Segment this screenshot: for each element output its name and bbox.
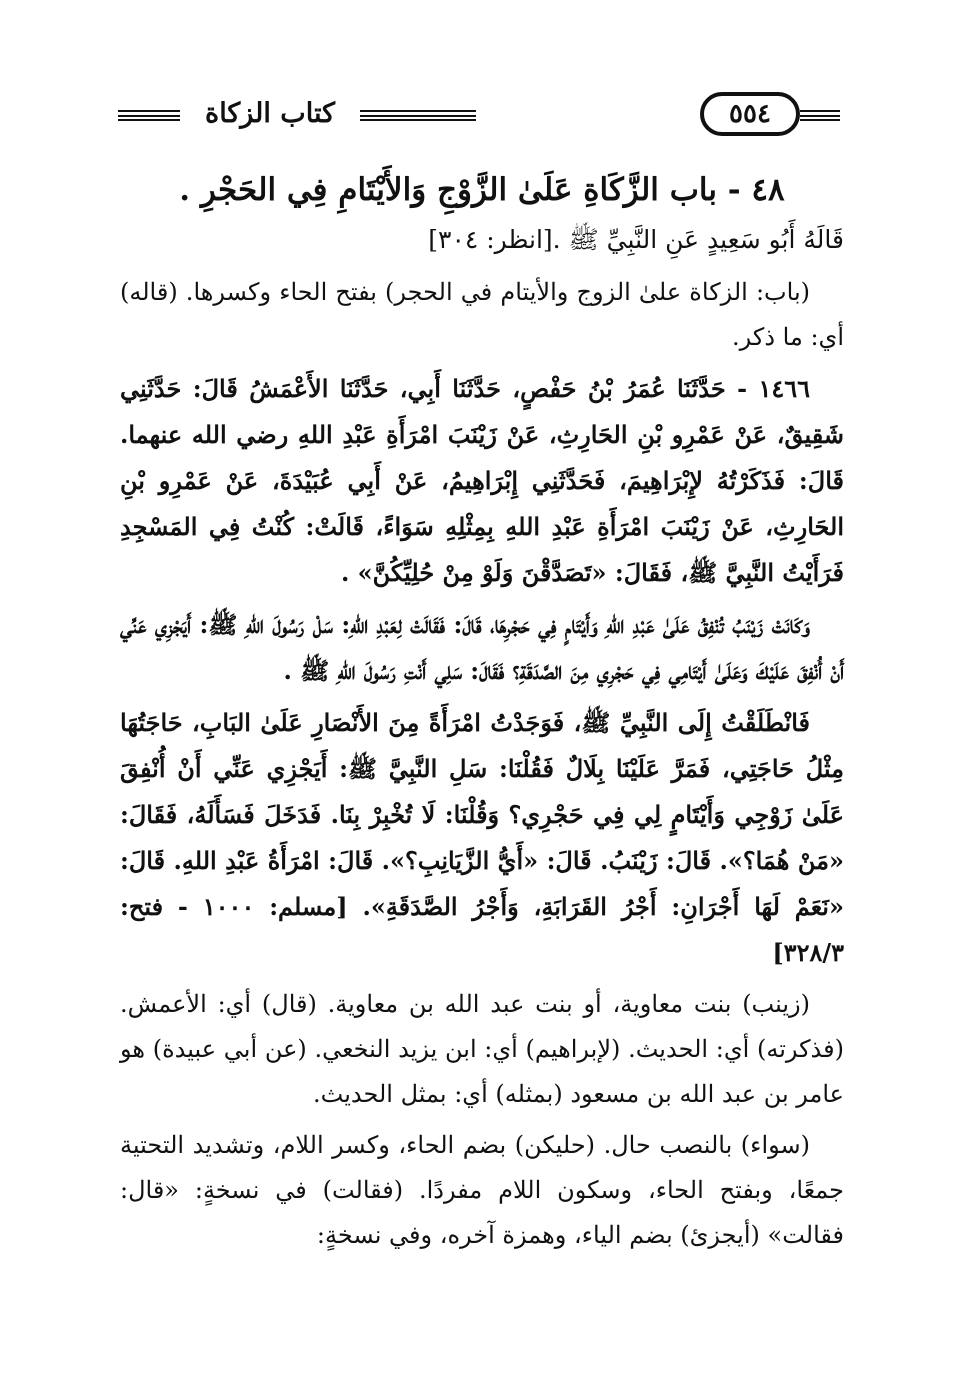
header-rule-middle: [360, 110, 476, 121]
page-content: [120, 164, 844, 1264]
hadith-paragraph: ١٤٦٦ - حَدَّثَنَا عُمَرُ بْنُ حَفْصٍ، حَدَّثَنَا أَبِي، حَدَّثَنَا الأَعْمَشُ قَالَ: حَدَّثَنِي شَقِيقٌ، عَنْ عَمْرِو بْنِ الحَارِثِ، عَنْ زَيْنَبَ امْرَأَةِ عَبْدِ اللهِ رضي الله عنهما. قَالَ: فَذَكَرْتُهُ لإِبْرَاهِيمَ، فَحَدَّثَنِي إِبْرَاهِيمُ، عَنْ أَبِي عُبَيْدَةَ، عَنْ عَمْرِو بْنِ الحَارِثِ، عَنْ زَيْنَبَ امْرَأَةِ عَبْدِ اللهِ بِمِثْلِهِ سَوَاءً، قَالَتْ: كُنْتُ فِي المَسْجِدِ فَرَأَيْتُ النَّبِيَّ ﷺ، فَقَالَ: «تَصَدَّقْنَ وَلَوْ مِنْ حُلِيِّكُنَّ» .: [120, 374, 844, 587]
commentary-paragraph: (سواء) بالنصب حال. (حليكن) بضم الحاء، وكسر اللام، وتشديد التحتية جمعًا، وبفتح الحاء، وسكون اللام مفردًا. (فقالت) في نسخةٍ: «قال: فقالت» (أيجزئ) بضم الياء، وهمزة آخره، وفي نسخةٍ:: [120, 1131, 844, 1249]
header-rule-right: [800, 110, 840, 121]
chapter-title: ٤٨ - باب الزَّكَاةِ عَلَىٰ الزَّوْجِ وَالأَيْتَامِ فِي الحَجْرِ .: [179, 172, 785, 208]
commentary-paragraph: (زينب) بنت معاوية، أو بنت عبد الله بن معاوية. (قال) أي: الأعمش. (فذكرته) أي: الحديث. (لإبراهيم) أي: ابن يزيد النخعي. (عن أبي عبيدة) هو عامر بن عبد الله بن مسعود (بمثله) أي: بمثل الحديث.: [120, 990, 844, 1108]
commentary-paragraph: (باب: الزكاة علىٰ الزوج والأيتام في الحجر) بفتح الحاء وكسرها. (قاله) أي: ما ذكر.: [120, 278, 844, 351]
running-title: كتاب الزكاة: [205, 98, 335, 129]
header-rule-left: [118, 110, 180, 121]
page-number: ٥٥٤: [700, 92, 800, 136]
chapter-note: قَالَهُ أَبُو سَعِيدٍ عَنِ النَّبِيِّ ﷺ .[انظر: ٣٠٤]: [428, 225, 844, 254]
hadith-paragraph: وَكَانَتْ زَيْنَبُ تُنْفِقُ عَلَىٰ عَبْدِ اللهِ وَأَيْتَامٍ فِي حَجْرِهَا، قَالَ: فَقَالَتْ لِعَبْدِ اللهِ: سَلْ رَسُولَ اللهِ ﷺ: أَيَجْزِي عَنِّي أَنْ أُنْفِقَ عَلَيْكَ وَعَلَىٰ أَيْتَامِي فِي حَجْرِي مِنَ الصَّدَقَةِ؟ فَقَالَ: سَلِي أَنْتِ رَسُولَ اللهِ ﷺ .: [120, 610, 844, 685]
page-header: [118, 92, 840, 140]
hadith-paragraph: فَانْطَلَقْتُ إِلَى النَّبِيِّ ﷺ، فَوَجَدْتُ امْرَأَةً مِنَ الأَنْصَارِ عَلَىٰ البَابِ، حَاجَتُهَا مِثْلُ حَاجَتِي، فَمَرَّ عَلَيْنَا بِلَالٌ فَقُلْنَا: سَلِ النَّبِيَّ ﷺ: أَيَجْزِي عَنِّي أَنْ أُنْفِقَ عَلَىٰ زَوْجِي وَأَيْتَامٍ لِي فِي حَجْرِي؟ وَقُلْنَا: لَا تُخْبِرْ بِنَا. فَدَخَلَ فَسَأَلَهُ، فَقَالَ: «مَنْ هُمَا؟». قَالَ: زَيْنَبُ. قَالَ: «أَيُّ الزَّيَانِبِ؟». قَالَ: امْرَأَةُ عَبْدِ اللهِ. قَالَ: «نَعَمْ لَهَا أَجْرَانِ: أَجْرُ القَرَابَةِ، وَأَجْرُ الصَّدَقَةِ». [مسلم: ١٠٠٠ - فتح: ٣٢٨/٣]: [120, 708, 844, 967]
